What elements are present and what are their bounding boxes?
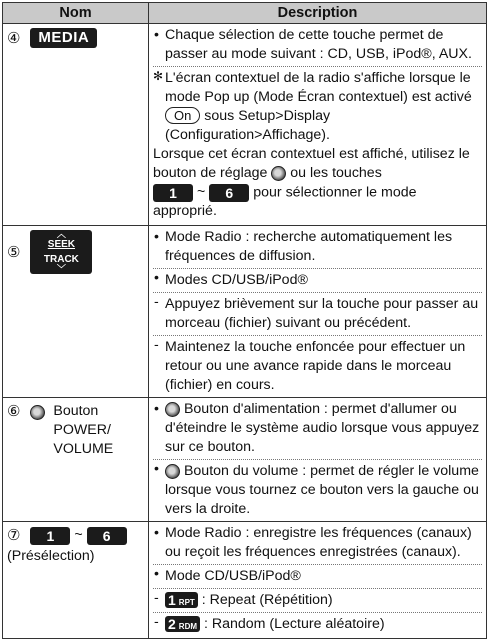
rotary-knob-icon [165,464,180,479]
list-item: - Appuyez brièvement sur la touche pour passer au morceau (fichier) suivant ou précédent. [153,292,482,333]
table-row [3,24,487,226]
label-line: VOLUME [53,441,114,457]
label-line: POWER/ [53,422,111,438]
description-cell-power-volume [149,398,487,522]
rpt-key-sub: RPT [178,598,195,608]
item-number: ⑤ [7,243,21,261]
name-cell-media [3,24,149,226]
name-cell-presets [3,522,149,639]
media-key-icon: MEDIA [30,28,97,48]
label-line: Bouton [53,403,99,419]
chevron-down-icon: ﹀ [56,264,66,274]
rotary-knob-icon [30,405,45,420]
on-button-icon: On [165,107,200,124]
rotary-knob-icon [271,166,286,181]
list-item [153,588,482,610]
tilde: ~ [74,527,83,543]
controls-table [2,2,487,639]
list-item: • Mode Radio : enregistre les fréquences (canaux) ou reçoit les fréquences enregistrées (canaux). [153,524,482,562]
chevron-up-icon: ︿ [56,229,66,239]
name-cell-seek-track [3,226,149,398]
note-text: L'écran contextuel de la radio s'affiche lorsque le mode Pop up (Mode Écran contextuel) est activé [165,70,472,105]
table-row [3,398,487,522]
preset-key-6-icon: 6 [87,527,127,545]
description-cell-media [149,24,487,226]
track-label: TRACK [43,254,79,265]
header-name: Nom [3,3,149,24]
paragraph-text: Lorsque cet écran contextuel est affiché, utilisez le bouton de réglage [153,146,470,181]
description-cell-presets [149,522,487,639]
list-item-text: Bouton d'alimentation : permet d'allumer ou d'éteindre le système audio lorsque vous appuyez sur ce bouton. [165,401,480,455]
rotary-knob-icon [165,402,180,417]
list-item [153,612,482,634]
preset-key-6-icon: 6 [209,184,249,202]
description-cell-seek-track [149,226,487,398]
paragraph-text: pour sélectionner le mode approprié. [153,184,417,220]
item-number: ④ [7,29,21,47]
list-item-text: Bouton du volume : permet de régler le volume lorsque vous tournez ce bouton vers la gauche ou vers la droite. [165,463,479,517]
rdm-key-number: 2 [168,616,176,633]
paragraph-text: ou les touches [290,165,382,181]
seek-track-rocker-icon [30,230,92,274]
preset-label: (Présélection) [7,548,95,565]
list-item: • Mode CD/USB/iPod® [153,564,482,586]
list-item-text: : Repeat (Répétition) [201,592,333,608]
header-description: Description [149,3,487,24]
list-item: • Mode Radio : recherche automatiquement les fréquences de diffusion. [153,228,482,266]
preset-key-1-icon: 1 [153,184,193,202]
list-item: • Chaque sélection de cette touche permet de passer au mode suivant : CD, USB, iPod®, AUX. [153,26,482,64]
list-item [153,459,482,519]
rdm-key-sub: RDM [178,622,198,632]
power-volume-label [53,402,113,459]
tilde: ~ [197,184,206,200]
note-text: sous Setup>Display (Configuration>Affichage). [165,108,331,143]
header-row [3,3,487,24]
rdm-key-icon [165,616,200,632]
seek-label: SEEK [47,239,76,250]
item-number: ⑥ [7,403,21,420]
item-number: ⑦ [7,527,21,544]
list-item [153,400,482,457]
list-item-text: : Random (Lecture aléatoire) [203,616,385,632]
list-item: • Modes CD/USB/iPod® [153,268,482,290]
list-item: - Maintenez la touche enfoncée pour effectuer un retour ou une avance rapide dans le morceau (fichier) en cours. [153,335,482,395]
table-row [3,226,487,398]
note [153,66,482,145]
name-cell-power-volume [3,398,149,522]
rpt-key-number: 1 [168,592,176,609]
table-row [3,522,487,639]
preset-key-1-icon: 1 [30,527,70,545]
rpt-key-icon [165,592,198,608]
paragraph [153,145,482,221]
